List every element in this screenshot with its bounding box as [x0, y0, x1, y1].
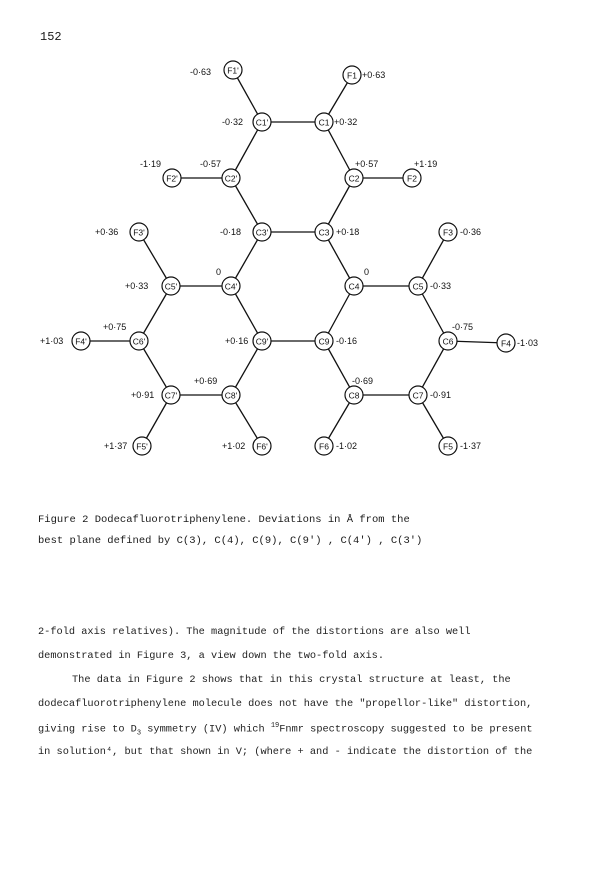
deviation-label: -1·02 — [336, 441, 358, 451]
deviation-label: -0·57 — [200, 159, 222, 169]
atom-label: F1' — [227, 65, 239, 76]
atom-label: C6 — [442, 336, 454, 347]
atom-label: F5 — [443, 441, 453, 452]
atom-C1 — [315, 113, 333, 131]
atom-label: C8 — [348, 390, 360, 401]
deviation-label: +0·57 — [355, 159, 379, 169]
deviation-label: -1·03 — [517, 338, 539, 348]
deviation-label: -0·18 — [220, 227, 242, 237]
atom-C7 — [409, 386, 427, 404]
deviation-label: +0·33 — [125, 281, 149, 291]
atom-F5p — [133, 437, 151, 455]
atom-label: F2' — [166, 173, 178, 184]
subscript: 3 — [136, 729, 142, 738]
figure-caption-line-2: best plane defined by C(3), C(4), C(9), C(9') , C(4') , C(3') — [38, 535, 423, 547]
deviation-label: -0·33 — [430, 281, 452, 291]
atom-C1p — [253, 113, 271, 131]
atom-F4p — [72, 332, 90, 350]
atom-F6p — [253, 437, 271, 455]
atom-label: C1 — [318, 117, 330, 128]
body-text-line: The data in Figure 2 shows that in this crystal structure at least, the — [72, 674, 511, 686]
atom-label: C4' — [224, 281, 238, 292]
atom-label: C4 — [348, 281, 360, 292]
atom-label: F4' — [75, 336, 87, 347]
atom-F3 — [439, 223, 457, 241]
atom-F6 — [315, 437, 333, 455]
deviation-label: +1·03 — [40, 336, 64, 346]
atom-label: C3' — [255, 227, 269, 238]
atom-F3p — [130, 223, 148, 241]
atom-F4 — [497, 334, 515, 352]
deviation-label: -0·16 — [336, 336, 358, 346]
deviation-label: +0·32 — [334, 117, 358, 127]
atom-label: F6 — [319, 441, 329, 452]
atom-C6p — [130, 332, 148, 350]
deviation-label: 0 — [364, 267, 370, 277]
atom-label: F4 — [501, 338, 511, 349]
atom-C5 — [409, 277, 427, 295]
superscript: 19 — [270, 722, 280, 730]
atom-label: C9 — [318, 336, 330, 347]
atom-F5 — [439, 437, 457, 455]
atom-C9p — [253, 332, 271, 350]
deviation-label: +0·91 — [131, 390, 155, 400]
body-text-line: in solution⁴, but that shown in V; (where + and - indicate the distortion of the — [38, 746, 533, 758]
deviation-label: -1·37 — [460, 441, 482, 451]
deviation-label: +0·16 — [225, 336, 249, 346]
body-text-fragment: symmetry (IV) which — [141, 723, 271, 736]
deviation-label: -0·63 — [190, 67, 212, 77]
atom-label: F3' — [133, 227, 145, 238]
atom-label: F1 — [347, 70, 357, 81]
atom-C3p — [253, 223, 271, 241]
deviation-label: 0 — [216, 267, 222, 277]
deviation-label: +0·69 — [194, 376, 218, 386]
atom-C2 — [345, 169, 363, 187]
atom-label: C8' — [224, 390, 238, 401]
deviation-label: -0·32 — [222, 117, 244, 127]
atom-F1 — [343, 66, 361, 84]
deviation-label: +0·18 — [336, 227, 360, 237]
atom-label: C3 — [318, 227, 330, 238]
atom-C3 — [315, 223, 333, 241]
atom-label: C2' — [224, 173, 238, 184]
atom-label: C2 — [348, 173, 360, 184]
deviation-label: -0·91 — [430, 390, 452, 400]
body-text-fragment: giving rise to D — [38, 723, 137, 736]
atom-label: C9' — [255, 336, 269, 347]
atom-F2p — [163, 169, 181, 187]
atom-C4p — [222, 277, 240, 295]
atom-C6 — [439, 332, 457, 350]
deviation-label: +1·02 — [222, 441, 246, 451]
body-text-fragment: Fnmr spectroscopy suggested to be present — [279, 723, 533, 736]
atom-label: C5 — [412, 281, 424, 292]
deviation-label: +0·63 — [362, 70, 386, 80]
atom-label: F5' — [136, 441, 148, 452]
bond-C1p-C2p — [231, 122, 262, 178]
deviation-labels-layer — [40, 67, 538, 451]
deviation-label: -0·36 — [460, 227, 482, 237]
atom-C8 — [345, 386, 363, 404]
atom-label: C1' — [255, 117, 269, 128]
atom-C8p — [222, 386, 240, 404]
deviation-label: -1·19 — [140, 159, 162, 169]
atom-C2p — [222, 169, 240, 187]
deviation-label: +1·37 — [104, 441, 128, 451]
figure-caption-line-1: Figure 2 Dodecafluorotriphenylene. Deviations in Å from the — [38, 514, 410, 526]
atom-C7p — [162, 386, 180, 404]
deviation-label: +0·36 — [95, 227, 119, 237]
atom-label: F6' — [256, 441, 268, 452]
deviation-label: -0·69 — [352, 376, 374, 386]
atom-C9 — [315, 332, 333, 350]
body-text-line: demonstrated in Figure 3, a view down the two-fold axis. — [38, 650, 385, 662]
atom-label: C7' — [164, 390, 178, 401]
atom-C4 — [345, 277, 363, 295]
body-text-line — [38, 722, 533, 737]
body-text-line: dodecafluorotriphenylene molecule does not have the "propellor-like" distortion, — [38, 698, 533, 710]
atom-label: C5' — [164, 281, 178, 292]
atom-label: C6' — [132, 336, 146, 347]
atom-C5p — [162, 277, 180, 295]
atom-label: C7 — [412, 390, 424, 401]
atom-F2 — [403, 169, 421, 187]
atom-label: F2 — [407, 173, 417, 184]
deviation-label: +0·75 — [103, 322, 127, 332]
atom-F1p — [224, 61, 242, 79]
atom-label: F3 — [443, 227, 453, 238]
deviation-label: -0·75 — [452, 322, 474, 332]
body-text-line: 2-fold axis relatives). The magnitude of the distortions are also well — [38, 626, 471, 638]
page-number: 152 — [40, 30, 62, 44]
deviation-label: +1·19 — [414, 159, 438, 169]
